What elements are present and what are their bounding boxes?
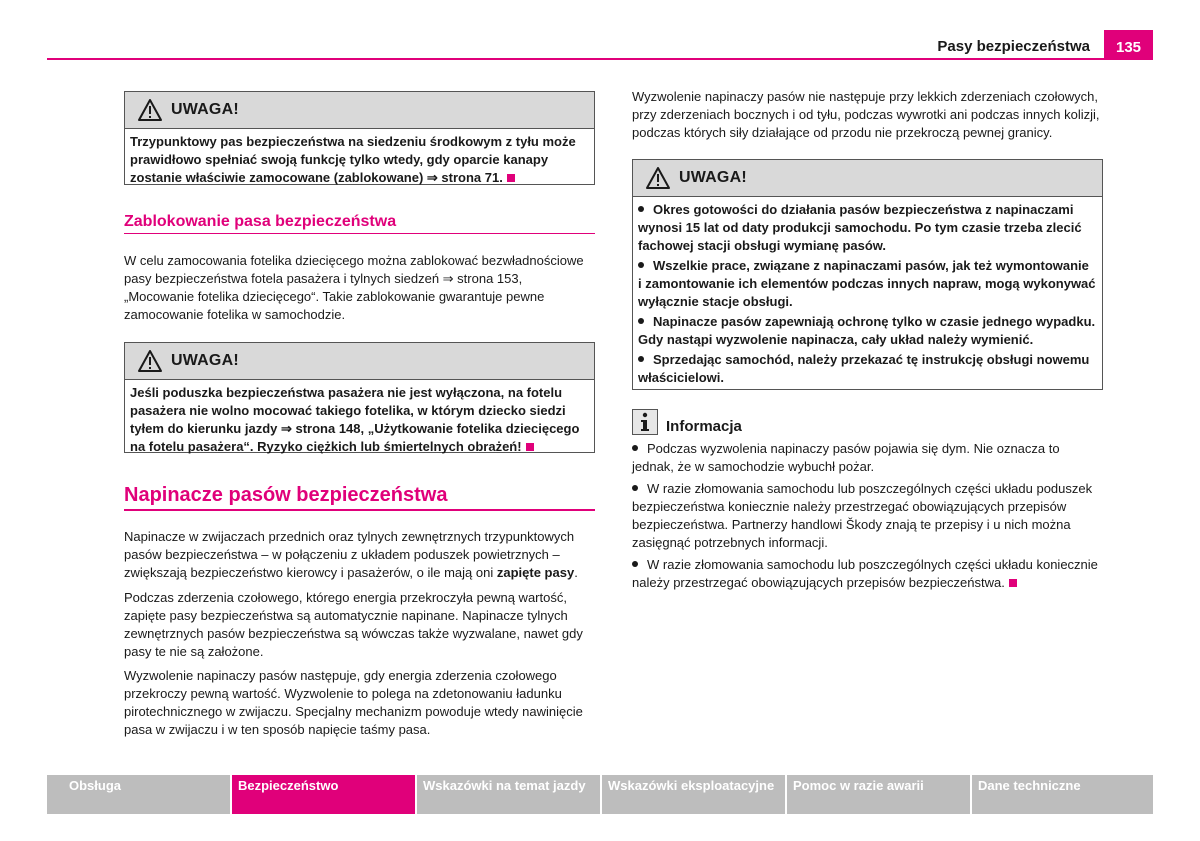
pretensioners-paragraph-3: Wyzwolenie napinaczy pasów następuje, gdy energia zderzenia czołowego przekroczy pewną wartość. Wyzwolenie to polega na zdetonowaniu ładunku pirotechnicznego w zwijaczu. Specjalny mechanizm powoduje wtedy nawinięcie pasa w zwijaczu i w ten sposób napięcie taśmy pasa. [124,668,583,737]
warning-box-rear-belt [124,91,595,185]
section-heading-rule [124,509,595,511]
warning-title: UWAGA! [679,169,747,186]
info-item: W razie złomowania samochodu lub poszczególnych części układu koniecznie należy przestrzegać obowiązujących przepisów bezpieczeństwa. [632,557,1098,590]
info-glyph-icon [638,412,652,432]
section-heading-pretensioners: Napinacze pasów bezpieczeństwa [124,484,448,506]
warning-triangle-icon [137,98,163,122]
info-item: Podczas wyzwolenia napinaczy pasów pojawia się dym. Nie oznacza to jednak, że w samochodzie wybuchł pożar. [632,441,1060,474]
bullet-icon [632,445,638,451]
warning-text: Jeśli poduszka bezpieczeństwa pasażera nie jest wyłączona, na fotelu pasażera nie wolno mocować takiego fotelika, w którym dziecko siedzi tyłem do kierunku jazdy ⇒ strona 148, „Użytkowanie fotelika dziecięcego na fotelu pasażera“. Ryzyko ciężkich lub śmiertelnych obrażeń! [130,385,580,454]
warning-item: Okres gotowości do działania pasów bezpieczeństwa z napinaczami wynosi 15 lat od daty produkcji samochodu. Po tym czasie trzeba zlecić fachowej stacji obsługi wymianę pasów. [638,202,1082,253]
footer-tab-obsluga[interactable]: Obsługa [47,775,230,814]
warning-header [125,343,594,380]
end-marker-icon [526,443,534,451]
warning-box-pretensioners [632,159,1103,390]
pretensioners-paragraph-2: Podczas zderzenia czołowego, którego energia przekroczyła pewną wartość, zapięte pasy bezpieczeństwa są automatycznie napinane. Napinacze tylnych zewnętrznych pasów bezpieczeństwa są wówczas także wyzwalane, nawet gdy pasy te nie są założone. [124,590,583,659]
warning-item: Wszelkie prace, związane z napinaczami pasów, jak też wymontowanie i zamontowanie ich elementów podczas innych napraw, mogą wykonywać wyłącznie stacje obsługi. [638,258,1096,309]
warning-triangle-icon [137,349,163,373]
right-intro-text: Wyzwolenie napinaczy pasów nie następuje przy lekkich zderzeniach czołowych, przy zderzeniach bocznych i od tyłu, podczas wywrotki ani podczas innych kolizji, podczas których siły działające od przodu nie przekroczą pewnej granicy. [632,89,1100,140]
page-header-title: Pasy bezpieczeństwa [937,38,1090,55]
end-marker-icon [1009,579,1017,587]
section-lock-text: W celu zamocowania fotelika dziecięcego można zablokować bezwładnościowe pasy bezpieczeństwa fotela pasażera i tylnych siedzeń ⇒ strona 153, „Mocowanie fotelika dziecięcego“. Takie zablokowanie gwarantuje pewne zamocowanie fotelika w samochodzie. [124,253,584,322]
pretensioners-paragraph-1: Napinacze w zwijaczach przednich oraz tylnych zewnętrznych trzypunktowych pasów bezpieczeństwa – w połączeniu z układem poduszek powietrznych – zwiększają bezpieczeństwo kierowcy i pasażerów, o ile mają oni zapięte pasy. [124,529,578,580]
footer-tab-pomoc[interactable]: Pomoc w razie awarii [787,775,970,814]
warning-title: UWAGA! [171,101,239,118]
info-icon [632,409,658,435]
section-heading-rule [124,233,595,234]
section-heading-lock: Zablokowanie pasa bezpieczeństwa [124,213,397,230]
warning-title: UWAGA! [171,352,239,369]
info-item: W razie złomowania samochodu lub poszczególnych części układu poduszek bezpieczeństwa koniecznie należy przestrzegać obowiązujących przepisów bezpieczeństwa. Partnerzy handlowi Škody znają te przepisy i u nich można zasięgnąć potrzebnych informacji. [632,481,1093,550]
warning-box-child-seat [124,342,595,453]
bullet-icon [638,356,644,362]
footer-tab-bezpieczenstwo[interactable]: Bezpieczeństwo [232,775,415,814]
warning-list [633,197,1102,392]
bullet-icon [632,561,638,567]
footer-tab-wskazowki-eksploatacyjne[interactable]: Wskazówki eksploatacyjne [602,775,785,814]
warning-text: Trzypunktowy pas bezpieczeństwa na siedzeniu środkowym z tyłu może prawidłowo spełniać swoją funkcję tylko wtedy, gdy oparcie kanapy zostanie właściwie zamocowane (zablokowane) ⇒ strona 71. [130,134,576,185]
warning-header [633,160,1102,197]
page-number: 135 [1104,30,1153,60]
warning-triangle-icon [645,166,671,190]
bullet-icon [638,318,644,324]
footer-tab-wskazowki-jazdy[interactable]: Wskazówki na temat jazdy [417,775,600,814]
end-marker-icon [507,174,515,182]
header-rule [47,58,1153,60]
info-title: Informacja [666,418,742,435]
bullet-icon [638,262,644,268]
bullet-icon [632,485,638,491]
bullet-icon [638,206,644,212]
warning-header [125,92,594,129]
footer-tab-dane-techniczne[interactable]: Dane techniczne [972,775,1153,814]
warning-item: Napinacze pasów zapewniają ochronę tylko w czasie jednego wypadku. Gdy nastąpi wyzwolenie napinacza, cały układ należy wymienić. [638,314,1096,347]
warning-item: Sprzedając samochód, należy przekazać tę instrukcję obsługi nowemu właścicielowi. [638,352,1090,385]
